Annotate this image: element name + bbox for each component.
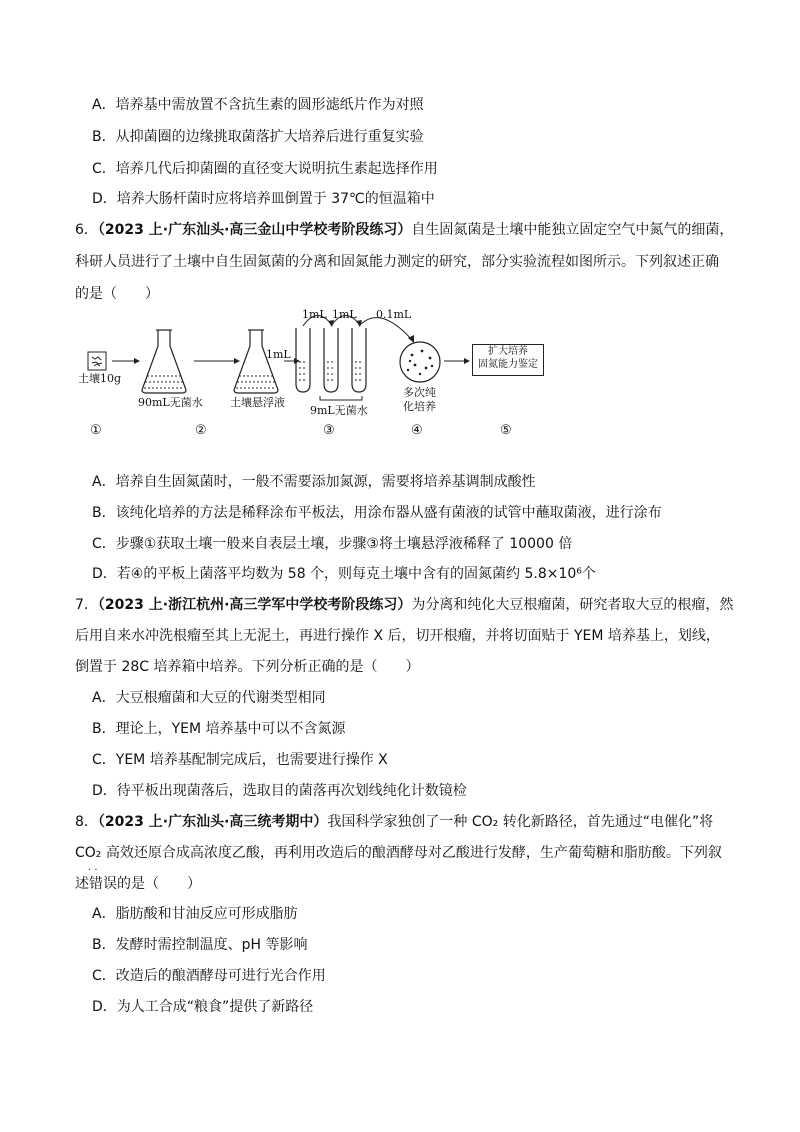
transfer-volume-2: 1mL [302,308,327,321]
q7-option-b: B．理论上，YEM 培养基中可以不含氮源 [92,721,346,737]
q6-option-d: D．若④的平板上菌落平均数为 58 个，则每克土壤中含有的固氮菌约 5.8×10⁶个 [92,566,596,582]
flask-2-label: 土壤悬浮液 [230,396,285,409]
figure-drawing [70,300,630,450]
flask-1-label: 90mL无菌水 [138,396,203,409]
transfer-volume-1: 1mL [266,348,291,361]
q8-number: 8． [75,814,98,830]
q7-stem-line-3: 倒置于 28C 培养箱中培养。下列分析正确的是（ ） [75,659,420,675]
petri-plate-icon [400,342,440,382]
identification-box [472,344,544,376]
q7-stem-line-1: 7．（2023 上·浙江杭州·高三学军中学校考阶段练习）为分离和纯化大豆根瘤菌，研究者取大豆的根瘤，然 [75,597,734,613]
q8-option-c: C．改造后的酿酒酵母可进行光合作用 [92,968,326,984]
q8-option-d: D．为人工合成“粮食”提供了新路径 [92,999,314,1015]
step-2-number: ② [195,423,207,438]
q8-option-b: B．发酵时需控制温度、pH 等影响 [92,937,308,953]
q5-option-c: C．培养几代后抑菌圈的直径变大说明抗生素起选择作用 [92,161,438,177]
q8-option-a: A．脂肪酸和甘油反应可形成脂肪 [92,906,298,922]
box-line-2: 固氮能力鉴定 [478,359,538,370]
soil-label: 土壤10g [78,372,122,385]
step-4-number: ④ [411,423,423,438]
q6-stem-line-2: 科研人员进行了土壤中自生固氮菌的分离和固氮能力测定的研究，部分实验流程如图所示。下列叙述正确 [75,254,719,270]
transfer-volume-3: 1mL [332,308,357,321]
step-3-number: ③ [323,423,335,438]
q6-option-a: A．培养自生固氮菌时，一般不需要添加氮源，需要将培养基调制成酸性 [92,474,536,490]
q7-option-d: D．待平板出现菌落后，选取目的菌落再次划线纯化计数镜检 [92,783,467,799]
q7-source: （2023 上·浙江杭州·高三学军中学校考阶段练习） [97,597,412,613]
q5-option-d: D．培养大肠杆菌时应将培养皿倒置于 37℃的恒温箱中 [92,191,435,207]
box-line-1: 扩大培养 [488,346,528,357]
q6-experiment-figure [70,300,630,450]
q6-option-b: B．该纯化培养的方法是稀释涂布平板法，用涂布器从盛有菌液的试管中蘸取菌液，进行涂布 [92,505,662,521]
q7-number: 7． [75,597,98,613]
q8-stem-line-3: 述错误的是（ ） [75,876,201,892]
q8-source: （2023 上·广东汕头·高三统考期中） [97,814,328,830]
q8-stem-line-2: CO₂ 高效还原合成高浓度乙酸，再利用改造后的酿酒酵母对乙酸进行发酵，生产葡萄糖和脂肪酸。下列叙 [75,845,722,861]
q6-source: （2023 上·广东汕头·高三金山中学校考阶段练习） [97,222,412,238]
tubes-label: 9mL无菌水 [310,404,368,417]
q6-stem-line-1: 6．（2023 上·广东汕头·高三金山中学校考阶段练习）自生固氮菌是土壤中能独立固定空气中氮气的细菌， [75,222,734,238]
soil-sample-icon [88,352,106,370]
q6-number: 6． [75,222,98,238]
q7-stem-line-2: 后用自来水冲洗根瘤至其上无泥土，再进行操作 X 后，切开根瘤，并将切面贴于 YEM 培养基上，划线， [75,628,720,644]
q7-option-a: A．大豆根瘤菌和大豆的代谢类型相同 [92,690,326,706]
plate-label-line-2: 化培养 [403,400,436,413]
flask-1-icon [142,330,186,393]
plate-label-line-1: 多次纯 [403,386,436,399]
q6-option-c: C．步骤①获取土壤一般来自表层土壤，步骤③将土壤悬浮液稀释了 10000 倍 [92,536,573,552]
transfer-volume-4: 0.1mL [376,308,412,321]
q5-option-a: A．培养基中需放置不含抗生素的圆形滤纸片作为对照 [92,97,424,113]
q8-stem-line-1: 8．（2023 上·广东汕头·高三统考期中）我国科学家独创了一种 CO₂ 转化新路径，首先通过“电催化”将 [75,814,714,830]
q5-option-b: B．从抑菌圈的边缘挑取菌落扩大培养后进行重复实验 [92,129,424,145]
step-1-number: ① [90,423,102,438]
q7-option-c: C．YEM 培养基配制完成后，也需要进行操作 X [92,752,388,768]
step-5-number: ⑤ [500,423,512,438]
test-tubes-icon [296,315,414,400]
q6-stem-line-3: 的是（ ） [75,286,159,302]
emphasis-marks: · · [88,865,98,876]
